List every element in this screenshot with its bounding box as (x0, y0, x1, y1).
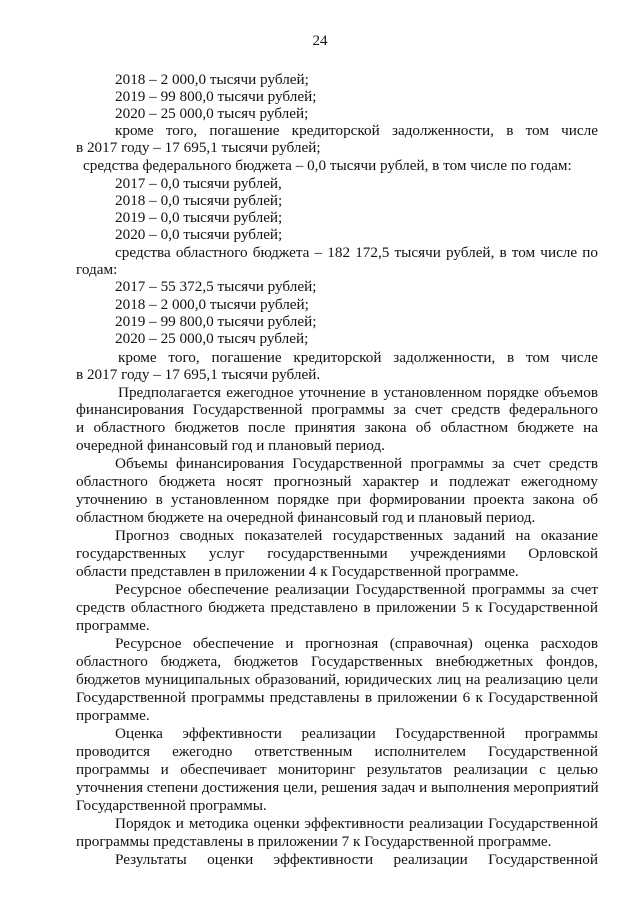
text-line: областного бюджета, бюджетов Государственных внебюджетных фондов, (76, 653, 598, 670)
text-line: уточнению в установленном порядке при формировании проекта закона об (76, 491, 598, 508)
text-line: 2020 – 0,0 тысячи рублей; (115, 226, 283, 243)
text-line: и областного бюджетов после принятия закона об областном бюджете на (76, 419, 598, 436)
text-line: очередной финансовый год и плановый период. (76, 437, 385, 454)
text-line: Государственной программы. (76, 797, 267, 814)
text-line: Прогноз сводных показателей государственных заданий на оказание (115, 527, 598, 544)
text-line: бюджетов муниципальных образований, юридических лиц на реализацию цели (76, 671, 598, 688)
text-line: проводится ежегодно ответственным исполнителем Государственной (76, 743, 598, 760)
text-line: программе. (76, 707, 150, 724)
text-line: областном бюджете на очередной финансовый год и плановый период. (76, 509, 536, 526)
text-line: областного бюджета носят прогнозный характер и подлежат ежегодному (76, 473, 598, 490)
text-line: программе. (76, 617, 150, 634)
text-line: 2017 – 55 372,5 тысячи рублей; (115, 278, 317, 295)
text-line: Государственной программы представлены в приложении 6 к Государственной (76, 689, 598, 706)
text-line: средств областного бюджета представлено в приложении 5 к Государственной (76, 599, 598, 616)
text-line: кроме того, погашение кредиторской задолженности, в том числе (115, 122, 598, 139)
text-line: государственных услуг государственными учреждениями Орловской (76, 545, 598, 562)
text-line: в 2017 году – 17 695,1 тысячи рублей; (76, 139, 321, 156)
text-line: 2020 – 25 000,0 тысяч рублей; (115, 105, 309, 122)
text-line: 2019 – 99 800,0 тысячи рублей; (115, 88, 317, 105)
page-number: 24 (312, 33, 328, 49)
text-line: Ресурсное обеспечение реализации Государственной программы за счет (115, 581, 598, 598)
text-line: кроме того, погашение кредиторской задолженности, в том числе (118, 349, 598, 366)
text-line: программы представлены в приложении 7 к Государственной программе. (76, 833, 552, 850)
text-line: годам: (76, 261, 118, 278)
text-line: 2019 – 0,0 тысячи рублей; (115, 209, 283, 226)
text-line: Ресурсное обеспечение и прогнозная (справочная) оценка расходов (115, 635, 598, 652)
text-line: средства областного бюджета – 182 172,5 тысячи рублей, в том числе по (115, 244, 598, 261)
text-line: финансирования Государственной программы за счет средств федерального (76, 401, 598, 418)
text-line: Предполагается ежегодное уточнение в установленном порядке объемов (118, 384, 598, 401)
text-line: 2020 – 25 000,0 тысяч рублей; (115, 330, 309, 347)
text-line: Порядок и методика оценки эффективности реализации Государственной (115, 815, 598, 832)
text-line: 2018 – 2 000,0 тысячи рублей; (115, 71, 309, 88)
text-line: Результаты оценки эффективности реализации Государственной (115, 851, 598, 868)
text-line: 2017 – 0,0 тысячи рублей, (115, 175, 282, 192)
text-line: Объемы финансирования Государственной программы за счет средств (115, 455, 598, 472)
text-line: уточнения степени достижения цели, решения задач и выполнения мероприятий (76, 779, 599, 796)
text-line: Оценка эффективности реализации Государственной программы (115, 725, 598, 742)
text-line: области представлен в приложении 4 к Государственной программе. (76, 563, 519, 580)
text-line: средства федерального бюджета – 0,0 тысячи рублей, в том числе по годам: (83, 157, 572, 174)
text-line: 2018 – 0,0 тысячи рублей; (115, 192, 283, 209)
text-line: в 2017 году – 17 695,1 тысячи рублей. (76, 366, 321, 383)
text-line: 2018 – 2 000,0 тысячи рублей; (115, 296, 309, 313)
text-line: 2019 – 99 800,0 тысячи рублей; (115, 313, 317, 330)
text-line: программы и обеспечивает мониторинг результатов реализации с целью (76, 761, 598, 778)
